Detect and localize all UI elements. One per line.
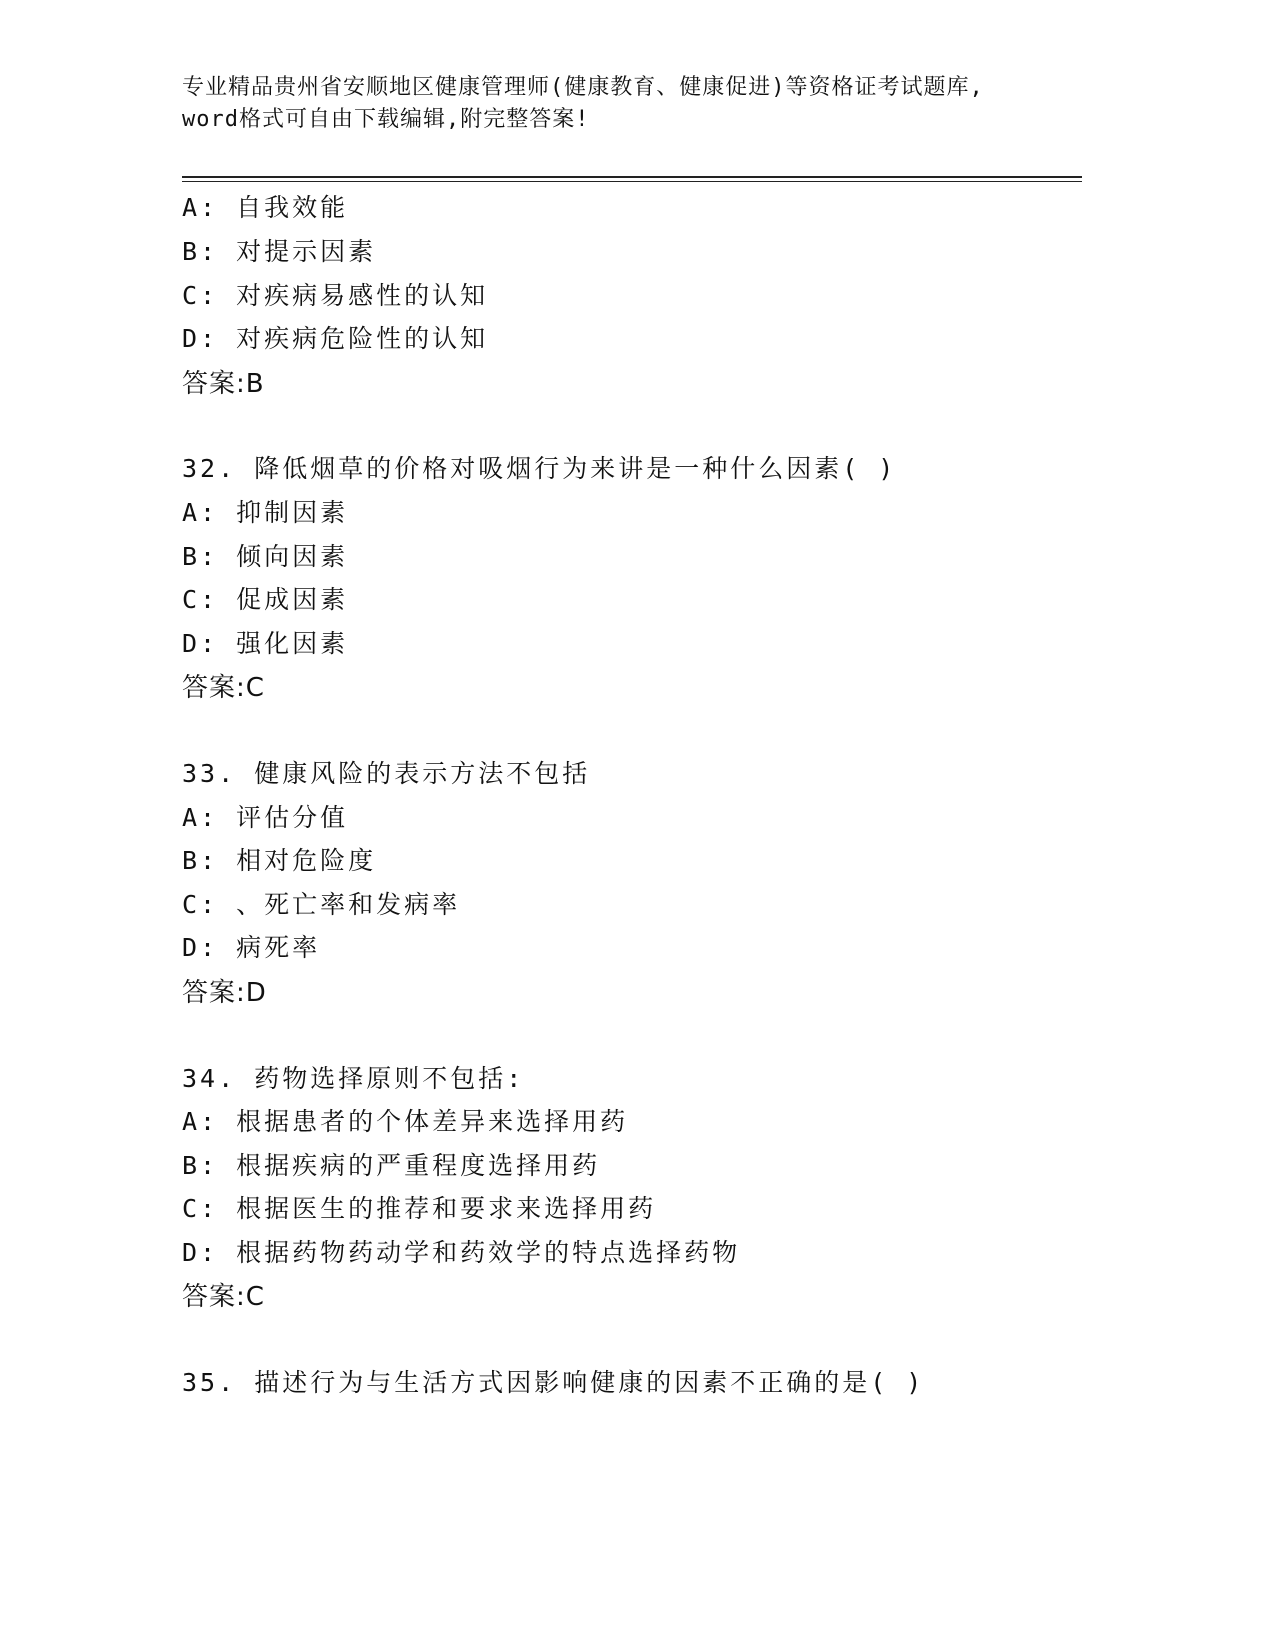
option-row: D: 强化因素 (182, 629, 349, 658)
option-row: A: 评估分值 (182, 803, 349, 832)
option-row: B: 根据疾病的严重程度选择用药 (182, 1151, 601, 1180)
document-header (182, 72, 1062, 136)
option-row: D: 病死率 (182, 933, 321, 962)
answer-row: 答案:C (182, 1282, 265, 1312)
option-row: A: 根据患者的个体差异来选择用药 (182, 1107, 629, 1136)
answer-row: 答案:C (182, 673, 265, 703)
option-row: A: 抑制因素 (182, 498, 349, 527)
option-row: D: 根据药物药动学和药效学的特点选择药物 (182, 1238, 741, 1267)
option-row: C: 根据医生的推荐和要求来选择用药 (182, 1194, 657, 1223)
option-row: A: 自我效能 (182, 193, 349, 222)
question-row: 33. 健康风险的表示方法不包括 (182, 759, 591, 788)
option-row: C: 对疾病易感性的认知 (182, 281, 489, 310)
answer-row: 答案:D (182, 978, 267, 1008)
question-row: 35. 描述行为与生活方式因影响健康的因素不正确的是( ) (182, 1368, 925, 1397)
question-row: 32. 降低烟草的价格对吸烟行为来讲是一种什么因素( ) (182, 454, 897, 483)
question-row: 34. 药物选择原则不包括: (182, 1064, 525, 1093)
header-divider-thin (182, 181, 1082, 182)
option-row: B: 对提示因素 (182, 237, 377, 266)
option-row: B: 倾向因素 (182, 542, 349, 571)
option-row: B: 相对危险度 (182, 846, 377, 875)
option-row: C: 、死亡率和发病率 (182, 890, 461, 919)
header-line-1: 专业精品贵州省安顺地区健康管理师(健康教育、健康促进)等资格证考试题库, (182, 75, 984, 100)
header-line-2: word格式可自由下载编辑,附完整答案! (182, 107, 590, 132)
option-row: D: 对疾病危险性的认知 (182, 324, 489, 353)
header-divider-thick (182, 176, 1082, 178)
answer-row: 答案:B (182, 369, 265, 399)
option-row: C: 促成因素 (182, 585, 349, 614)
